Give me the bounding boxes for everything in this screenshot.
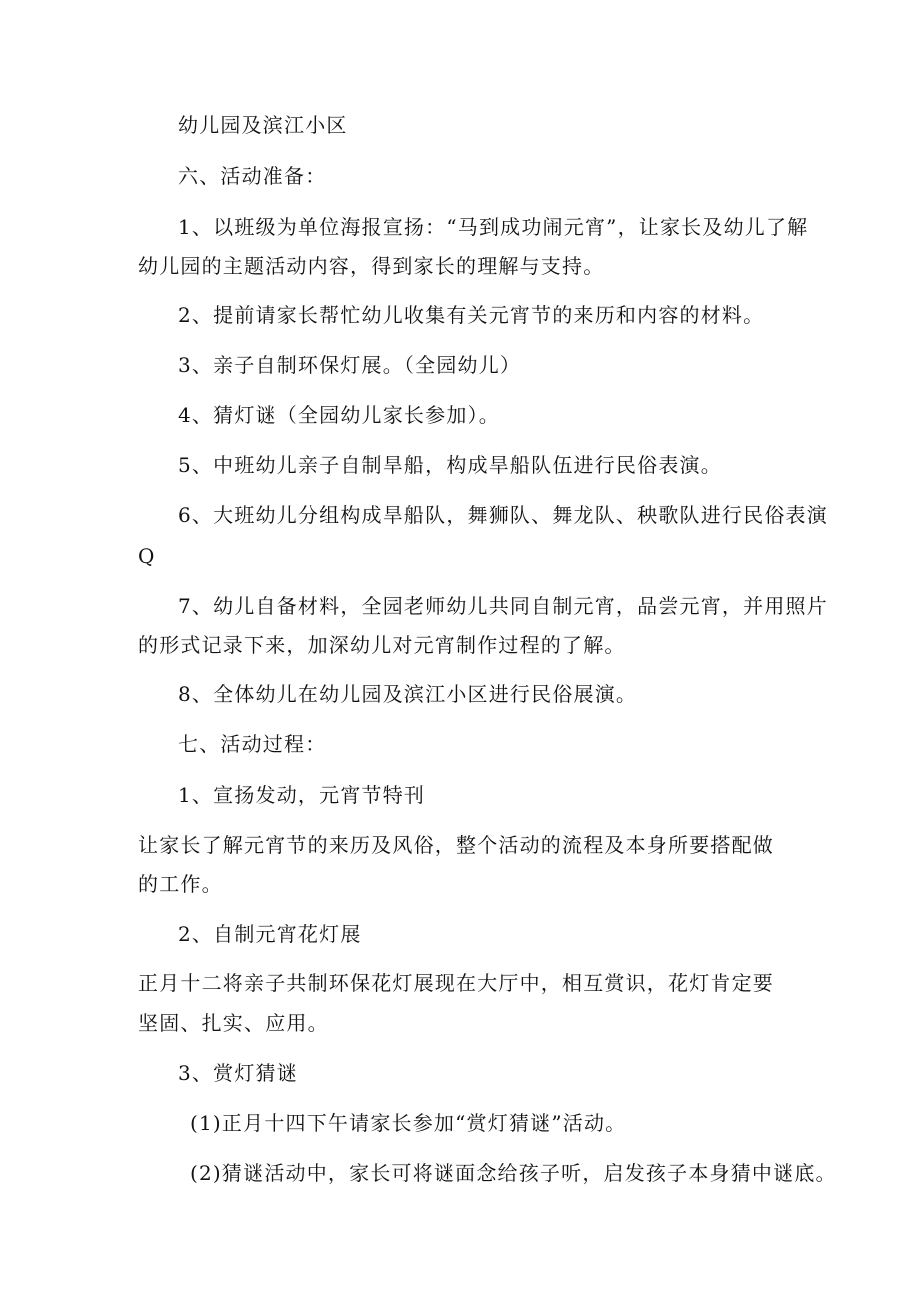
text-line: Q xyxy=(138,544,156,568)
text-line: 坚固、扎实、应用。 xyxy=(138,1011,329,1035)
text-line: 让家长了解元宵节的来历及风俗，整个活动的流程及本身所要搭配做 xyxy=(138,833,774,857)
subheading: 2、自制元宵花灯展 xyxy=(178,922,362,946)
section-heading: 六、活动准备： xyxy=(178,164,327,188)
text-line: 幼儿园及滨江小区 xyxy=(178,113,348,137)
text-line: 5、中班幼儿亲子自制旱船，构成旱船队伍进行民俗表演。 xyxy=(178,453,722,477)
text-line: 4、猜灯谜（全园幼儿家长参加）。 xyxy=(178,403,500,427)
text-line: 的工作。 xyxy=(138,872,223,896)
subheading: 1、宣扬发动，元宵节特刊 xyxy=(178,783,426,807)
text-line: 3、亲子自制环保灯展。（全园幼儿） xyxy=(178,353,522,377)
text-line: 6、大班幼儿分组构成旱船队，舞狮队、舞龙队、秧歌队进行民俗表演 xyxy=(178,503,828,527)
list-item: (2)猜谜活动中，家长可将谜面念给孩子听，启发孩子本身猜中谜底。 xyxy=(190,1161,837,1185)
text-line: 正月十二将亲子共制环保花灯展现在大厅中，相互赏识，花灯肯定要 xyxy=(138,971,774,995)
text-line: 8、全体幼儿在幼儿园及滨江小区进行民俗展演。 xyxy=(178,682,638,706)
text-line: 1、以班级为单位海报宣扬：“马到成功闹元宵”，让家长及幼儿了解 xyxy=(178,215,809,239)
section-heading: 七、活动过程： xyxy=(178,732,327,756)
list-item: (1)正月十四下午请家长参加“赏灯猜谜”活动。 xyxy=(190,1111,627,1135)
text-line: 幼儿园的主题活动内容，得到家长的理解与支持。 xyxy=(138,254,605,278)
text-line: 7、幼儿自备材料，全园老师幼儿共同自制元宵，品尝元宵，并用照片 xyxy=(178,594,828,618)
subheading: 3、赏灯猜谜 xyxy=(178,1061,298,1085)
text-line: 2、提前请家长帮忙幼儿收集有关元宵节的来历和内容的材料。 xyxy=(178,303,765,327)
text-line: 的形式记录下来，加深幼儿对元宵制作过程的了解。 xyxy=(138,633,626,657)
